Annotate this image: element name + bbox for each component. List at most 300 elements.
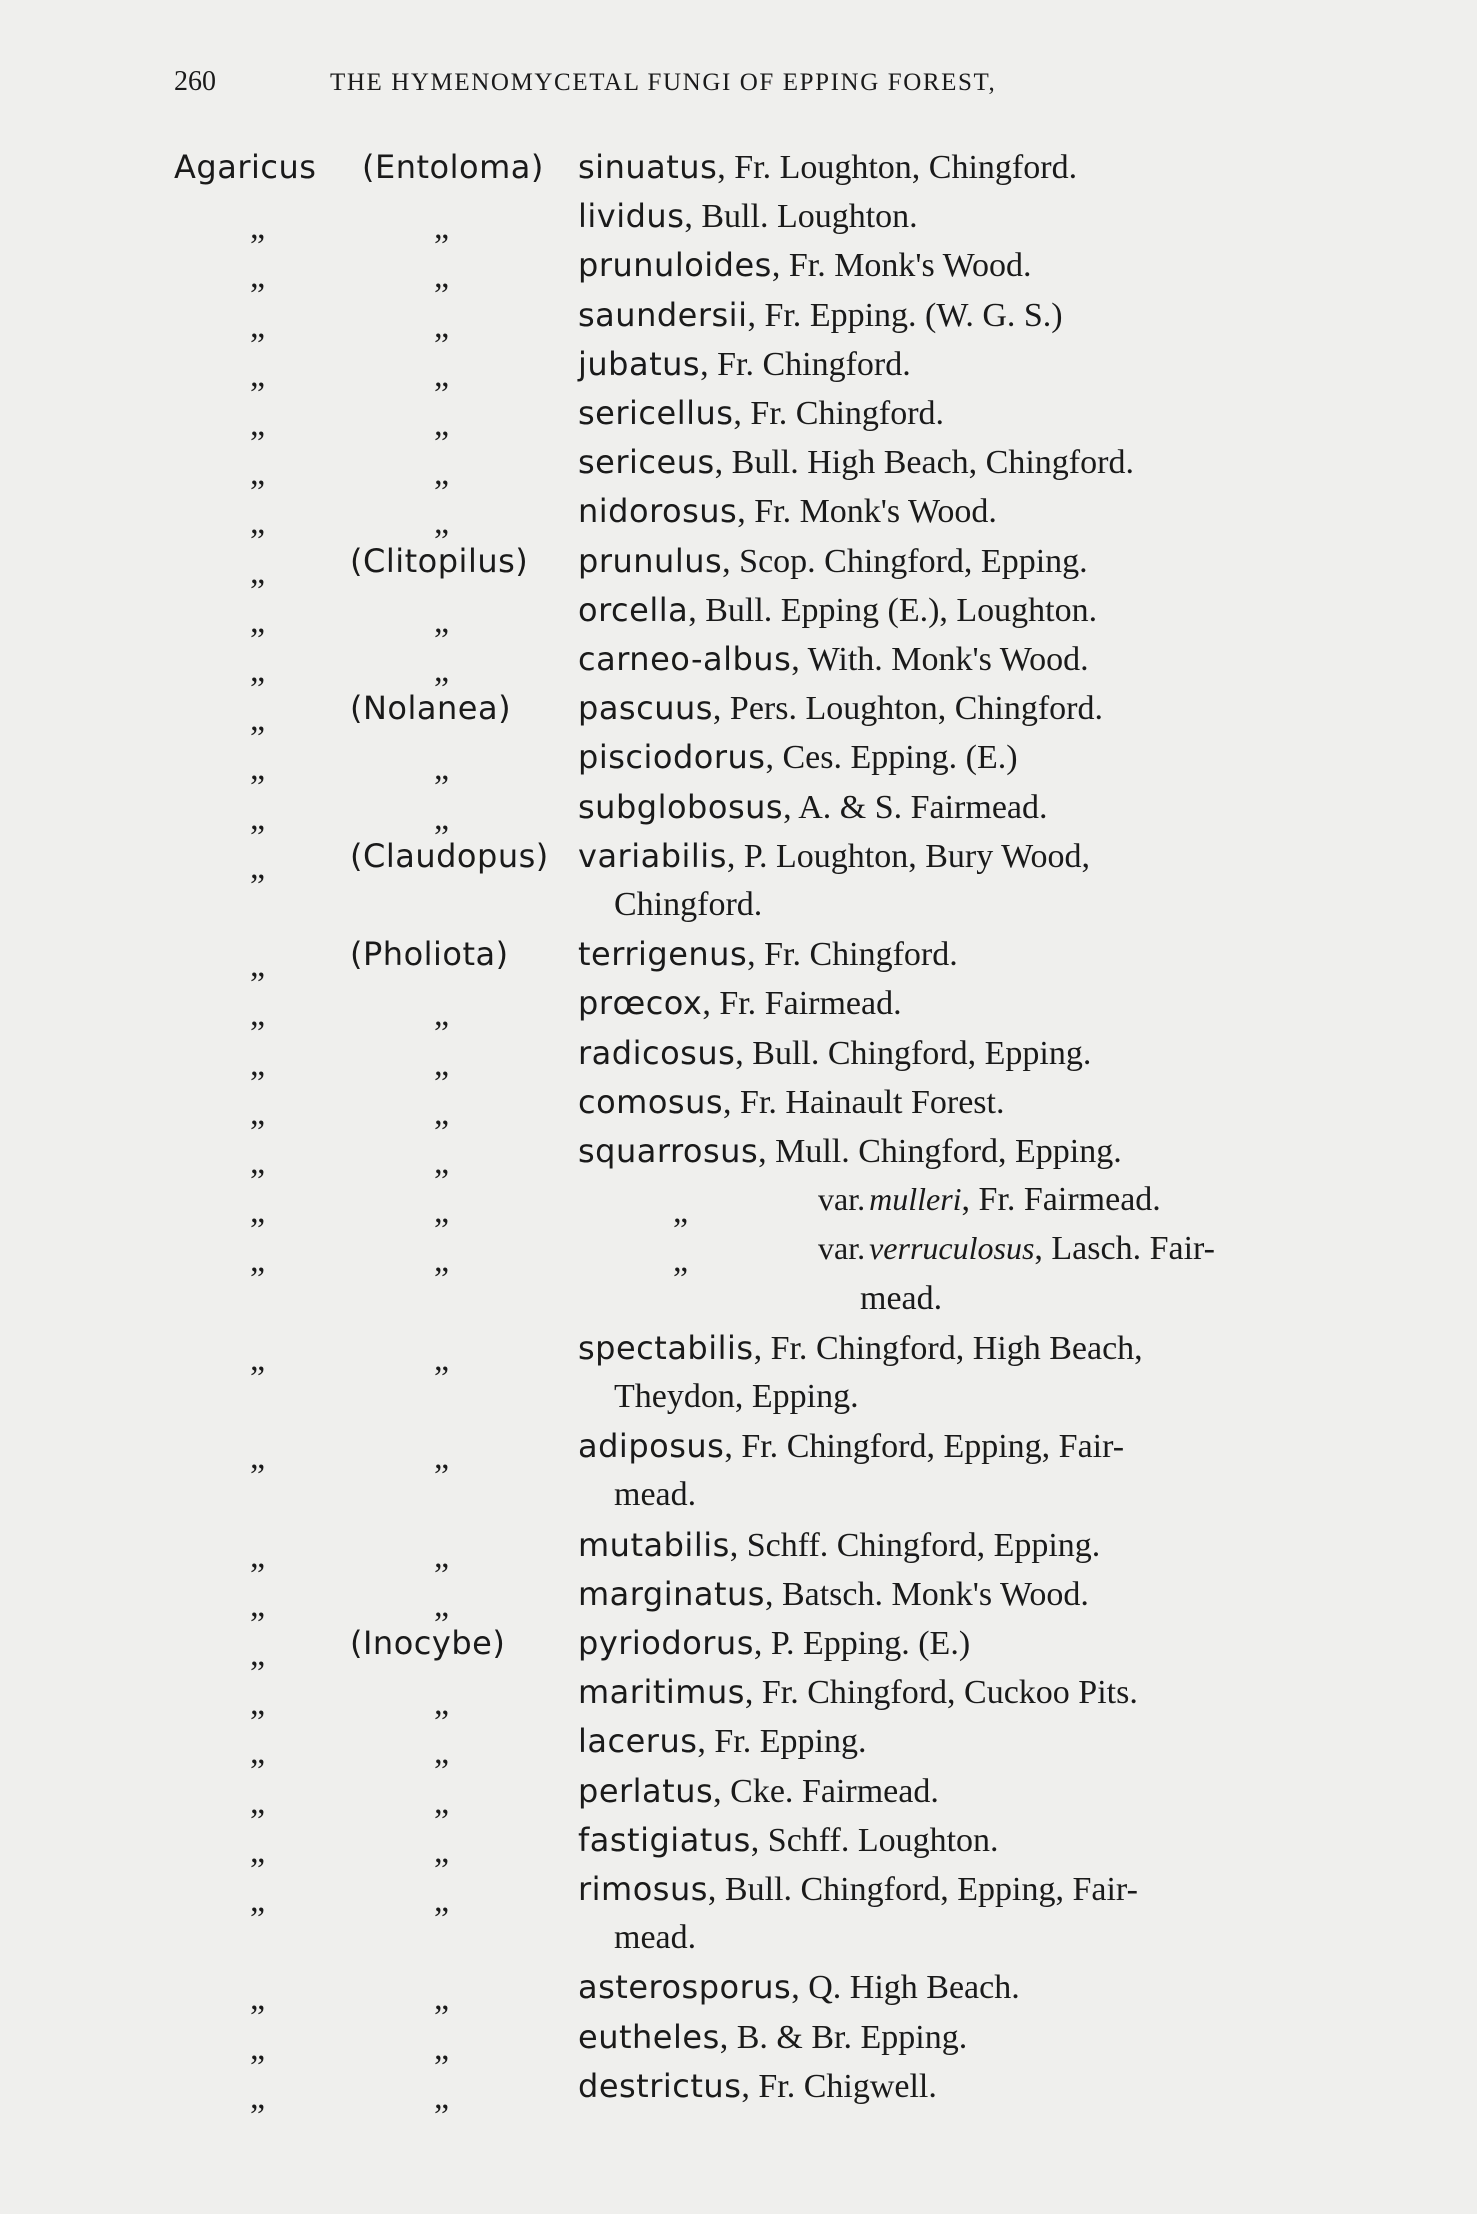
localities: Chingford.: [762, 345, 911, 383]
author: Cke.: [730, 1772, 794, 1810]
author: Fr.: [714, 1723, 752, 1761]
species-name: sericeus: [578, 443, 715, 482]
localities: Chingford, Epping.: [827, 1034, 1092, 1072]
comma: ,: [719, 2018, 737, 2056]
author: Bull.: [731, 444, 799, 482]
ditto-mark: „: [250, 1685, 266, 1723]
list-item: [0, 1772, 1477, 1820]
author: Bull.: [705, 591, 773, 629]
list-item-continuation: [0, 1280, 1477, 1328]
ditto-mark: „: [250, 1734, 266, 1772]
species-entry: [578, 1624, 970, 1663]
localities: Epping.: [759, 1723, 867, 1761]
ditto-mark: „: [434, 356, 450, 394]
species-name: orcella: [578, 590, 689, 629]
species-name: rimosus: [578, 1870, 708, 1908]
author: Fr.: [770, 1329, 808, 1367]
comma: ,: [747, 936, 765, 974]
spacer: [795, 2068, 804, 2105]
species-name: lividus: [578, 197, 685, 236]
spacer: [768, 838, 777, 875]
species-entry: [578, 443, 1134, 482]
species-entry: [578, 689, 1103, 728]
author: Fr.: [741, 1428, 779, 1466]
species-entry: [578, 1034, 1091, 1073]
ditto-mark: „: [250, 2029, 266, 2067]
spacer: [801, 297, 810, 334]
localities: Monk's Wood.: [799, 493, 997, 531]
ditto-mark: „: [250, 455, 266, 493]
author: Fr.: [754, 493, 792, 531]
list-item: [0, 345, 1477, 393]
ditto-mark: „: [250, 947, 266, 985]
list-item: [0, 1624, 1477, 1672]
list-item: [0, 443, 1477, 491]
list-item: [0, 837, 1477, 885]
spacer: [771, 149, 780, 186]
species-entry: [578, 1427, 1124, 1466]
localities: Loughton.: [776, 198, 918, 236]
species-entry: [818, 1181, 1161, 1219]
spacer: [828, 1527, 837, 1564]
ditto-mark: „: [434, 455, 450, 493]
species-name: pisciodorus: [578, 738, 766, 777]
species-name: pascuus: [578, 689, 713, 728]
ditto-mark: „: [434, 1193, 450, 1231]
ditto-mark: „: [434, 1980, 450, 2018]
localities: Epping. (W. G. S.): [809, 296, 1063, 334]
ditto-mark: „: [250, 1783, 266, 1821]
comma: ,: [726, 837, 744, 875]
ditto-mark: „: [250, 1832, 266, 1870]
species-entry: [578, 148, 1077, 187]
spacer: [778, 1428, 787, 1465]
page-number: 260: [174, 66, 216, 97]
list-item: [0, 591, 1477, 639]
ditto-mark: „: [434, 602, 450, 640]
species-name: terrigenus: [578, 935, 748, 974]
localities: Monk's Wood.: [834, 247, 1032, 285]
species-name: subglobosus: [578, 787, 784, 826]
comma: ,: [791, 641, 808, 678]
ditto-mark: „: [434, 209, 450, 247]
comma: ,: [700, 345, 718, 383]
list-item: [0, 492, 1477, 540]
ditto-mark: „: [250, 356, 266, 394]
comma: ,: [717, 149, 735, 186]
species-entry: [578, 1673, 1138, 1712]
comma: ,: [723, 1083, 741, 1121]
author: Fr.: [761, 1674, 799, 1712]
comma: ,: [750, 1821, 768, 1859]
comma: ,: [735, 1034, 753, 1072]
species-entry: [578, 984, 902, 1023]
variety-name: mulleri: [869, 1181, 962, 1218]
species-entry: [578, 935, 958, 974]
ditto-mark: „: [434, 1340, 450, 1378]
ditto-mark: „: [250, 209, 266, 247]
species-name: nidorosus: [578, 492, 738, 531]
spacer: [807, 1330, 816, 1367]
author: Fr.: [788, 247, 826, 285]
comma: ,: [791, 1969, 809, 2007]
species-name: marginatus: [578, 1574, 765, 1613]
comma: ,: [714, 444, 732, 482]
ditto-mark: „: [250, 848, 266, 886]
species-entry: [578, 197, 918, 236]
ditto-mark: „: [250, 1045, 266, 1083]
species-name: prunulus: [578, 541, 723, 580]
ditto-mark: „: [434, 307, 450, 345]
localities: Loughton, Chingford.: [805, 690, 1103, 728]
list-item: [0, 2018, 1477, 2066]
ditto-mark: „: [250, 504, 266, 542]
comma: ,: [1034, 1230, 1052, 1268]
author: P.: [770, 1625, 795, 1662]
ditto-mark: „: [250, 406, 266, 443]
subgenus-name: (Pholiota): [350, 935, 509, 974]
subgenus-name: (Inocybe): [350, 1624, 506, 1662]
localities: Loughton.: [857, 1821, 999, 1859]
list-item: [0, 148, 1477, 196]
ditto-mark: „: [250, 1340, 266, 1378]
ditto-mark: „: [434, 1882, 450, 1919]
species-name: fastigiatus: [578, 1820, 751, 1859]
localities: Chingford.: [809, 936, 958, 974]
comma: ,: [713, 1772, 731, 1810]
spacer: [1141, 1230, 1150, 1267]
author: A. & S.: [798, 788, 903, 826]
list-item: [0, 1329, 1477, 1377]
species-name: jubatus: [578, 344, 701, 383]
localities: Hainault Forest.: [785, 1083, 1005, 1121]
ditto-mark: „: [250, 1144, 266, 1181]
species-name: prœcox: [578, 984, 703, 1023]
localities: Chingford, Epping.: [824, 542, 1088, 580]
list-item: [0, 1575, 1477, 1623]
spacer: [772, 592, 781, 629]
ditto-mark: „: [250, 1537, 266, 1575]
ditto-mark: „: [434, 406, 450, 443]
author: Lasch.: [1051, 1230, 1142, 1268]
list-item: [0, 1673, 1477, 1721]
localities: Chingford.: [795, 395, 945, 432]
species-entry: [578, 296, 1063, 335]
ditto-mark: „: [250, 1980, 266, 2018]
spacer: [826, 247, 835, 284]
species-entry: [578, 246, 1032, 285]
author: Bull.: [724, 1871, 792, 1908]
species-entry: [578, 1575, 1089, 1614]
author: Pers.: [729, 690, 797, 728]
species-name: variabilis: [578, 836, 727, 875]
ditto-mark: „: [434, 2078, 450, 2116]
species-entry: [578, 345, 911, 384]
species-name: squarrosus: [578, 1132, 759, 1170]
author: P.: [743, 837, 768, 875]
list-item: [0, 1722, 1477, 1770]
list-item: [0, 1132, 1477, 1180]
ditto-mark: „: [434, 1045, 450, 1083]
localities-continuation: mead.: [614, 1919, 697, 1957]
ditto-mark: „: [434, 1537, 450, 1575]
ditto-mark: „: [250, 1882, 266, 1919]
species-name: radicosus: [578, 1033, 736, 1072]
list-item: [0, 296, 1477, 344]
ditto-mark: „: [250, 701, 266, 739]
ditto-mark: „: [250, 996, 266, 1034]
species-entry: [578, 1968, 1020, 2007]
list-item: [0, 197, 1477, 245]
species-entry: [578, 738, 1018, 777]
author: Mull.: [775, 1133, 850, 1170]
localities: Chingford, Cuckoo Pits.: [807, 1674, 1138, 1712]
spacer: [902, 789, 911, 826]
localities: Chingford, Epping, Fair-: [800, 1871, 1138, 1908]
species-entry: [578, 1821, 999, 1860]
species-name: comosus: [578, 1082, 724, 1121]
localities: Chingford, High Beach,: [815, 1329, 1143, 1367]
species-name: mutabilis: [578, 1525, 730, 1564]
species-name: eutheles: [578, 2017, 720, 2056]
ditto-mark: „: [434, 2029, 450, 2067]
ditto-mark: „: [250, 307, 266, 345]
spacer: [816, 543, 825, 580]
comma: ,: [729, 1526, 747, 1564]
list-item: [0, 1230, 1477, 1278]
author: Fr.: [764, 296, 802, 334]
spacer: [795, 1625, 804, 1662]
list-item: [0, 984, 1477, 1032]
species-entry: [578, 2018, 967, 2057]
list-item: [0, 1821, 1477, 1869]
variety-label: var.: [818, 1181, 866, 1218]
ditto-mark: „: [250, 2078, 266, 2116]
list-item: [0, 1034, 1477, 1082]
comma: ,: [722, 542, 740, 580]
comma: ,: [712, 690, 730, 728]
ditto-mark: „: [250, 652, 266, 689]
ditto-mark: „: [434, 1144, 450, 1181]
comma: ,: [684, 198, 702, 236]
list-item-continuation: [0, 1919, 1477, 1967]
localities: Chingford, Epping.: [858, 1133, 1122, 1170]
running-title: THE HYMENOMYCETAL FUNGI OF EPPING FOREST,: [330, 69, 997, 96]
species-entry: [578, 640, 1089, 679]
species-name: pyriodorus: [578, 1624, 754, 1662]
comma: ,: [961, 1181, 979, 1219]
species-name: asterosporus: [578, 1968, 792, 2007]
author: Scop.: [739, 542, 816, 580]
author: Fr.: [758, 2067, 796, 2105]
localities: Fairmead.: [764, 985, 902, 1023]
ditto-mark: „: [434, 1685, 450, 1723]
ditto-mark: „: [250, 1439, 266, 1477]
species-name: sinuatus: [578, 148, 718, 186]
variety-name: verruculosus: [869, 1230, 1035, 1267]
species-entry: [578, 591, 1097, 630]
localities: Loughton, Chingford.: [779, 149, 1078, 186]
spacer: [768, 198, 777, 235]
ditto-mark: „: [250, 553, 266, 591]
localities: Epping. (E.): [803, 1625, 971, 1662]
species-entry: [578, 1329, 1143, 1368]
author: Fr.: [978, 1181, 1016, 1219]
ditto-mark: „: [250, 258, 266, 296]
list-item: [0, 935, 1477, 983]
ditto-mark: „: [434, 1783, 450, 1821]
localities: High Beach, Chingford.: [807, 444, 1134, 482]
genus-name: Agaricus: [174, 148, 317, 186]
localities: Monk's Wood.: [891, 1575, 1089, 1613]
spacer: [883, 1576, 892, 1613]
species-entry: [578, 1870, 1138, 1909]
species-entry: [578, 1083, 1004, 1122]
comma: ,: [737, 493, 755, 531]
author: Bull.: [701, 198, 769, 236]
ditto-mark: „: [434, 1734, 450, 1772]
spacer: [799, 444, 808, 481]
localities: Fairmead.: [801, 1772, 939, 1810]
list-item: [0, 1968, 1477, 2016]
ditto-mark: „: [250, 1094, 266, 1132]
ditto-mark: „: [250, 1586, 266, 1624]
species-name: adiposus: [578, 1427, 725, 1466]
species-name: lacerus: [578, 1722, 698, 1761]
localities: High Beach.: [849, 1969, 1020, 2007]
comma: ,: [764, 1575, 782, 1613]
author: Schff.: [767, 1821, 850, 1859]
author: B. & Br.: [736, 2018, 852, 2056]
list-item: [0, 394, 1477, 442]
ditto-mark: „: [434, 1094, 450, 1132]
species-name: sericellus: [578, 394, 734, 432]
list-item: [0, 1427, 1477, 1475]
spacer: [756, 985, 765, 1022]
variety-label: var.: [818, 1230, 866, 1267]
species-entry: [578, 1526, 1100, 1565]
spacer: [883, 641, 892, 678]
ditto-mark: „: [434, 996, 450, 1034]
author: Fr.: [740, 1083, 777, 1121]
localities-continuation: Chingford.: [614, 886, 763, 923]
comma: ,: [707, 1871, 725, 1908]
species-name: perlatus: [578, 1771, 714, 1810]
species-entry: [578, 2067, 937, 2106]
spacer: [849, 1822, 858, 1859]
species-entry: [578, 394, 944, 433]
spacer: [751, 1723, 760, 1760]
list-item: [0, 1083, 1477, 1131]
localities: Chigwell.: [803, 2067, 937, 2105]
comma: ,: [741, 2067, 759, 2105]
author: Schff.: [746, 1526, 829, 1564]
ditto-mark: „: [434, 258, 450, 296]
list-item: [0, 542, 1477, 590]
ditto-mark: „: [434, 1832, 450, 1870]
list-item: [0, 1870, 1477, 1918]
author: With.: [807, 641, 883, 678]
ditto-mark: „: [434, 750, 450, 788]
ditto-mark: „: [434, 799, 450, 837]
localities: Fair-: [1149, 1230, 1216, 1268]
species-name: spectabilis: [578, 1328, 754, 1367]
author: Bull.: [752, 1034, 820, 1072]
ditto-mark: „: [434, 1439, 450, 1477]
localities: Chingford, Epping.: [836, 1526, 1101, 1564]
spacer: [1015, 1181, 1024, 1218]
author: Q.: [808, 1969, 842, 2007]
list-item: [0, 1181, 1477, 1229]
species-entry: [578, 492, 997, 531]
localities: Epping. (E.): [850, 739, 1018, 777]
species-name: maritimus: [578, 1673, 745, 1712]
comma: ,: [765, 739, 783, 777]
spacer: [791, 493, 800, 530]
list-item: [0, 738, 1477, 786]
list-item-continuation: [0, 886, 1477, 934]
localities-continuation: mead.: [860, 1279, 943, 1317]
localities-continuation: Theydon, Epping.: [614, 1378, 859, 1415]
author: Fr.: [717, 345, 754, 383]
localities: Fairmead.: [910, 788, 1048, 826]
ditto-mark: „: [434, 504, 450, 542]
species-entry: [578, 1132, 1122, 1171]
comma: ,: [733, 395, 751, 432]
list-item: [0, 1526, 1477, 1574]
ditto-mark: „: [250, 1193, 266, 1231]
ditto-mark: „: [250, 799, 266, 837]
ditto-mark: „: [250, 750, 266, 788]
comma: ,: [697, 1723, 715, 1761]
author: Fr.: [750, 395, 788, 432]
ditto-mark: „: [434, 1242, 450, 1280]
spacer: [793, 1773, 802, 1810]
localities-continuation: mead.: [614, 1476, 697, 1514]
species-name: saundersii: [578, 295, 748, 334]
ditto-mark: „: [434, 652, 450, 689]
species-name: carneo-albus: [578, 640, 792, 678]
spacer: [841, 1969, 850, 2006]
subgenus-name: (Clitopilus): [350, 541, 529, 580]
species-entry: [578, 837, 1090, 876]
localities: Loughton, Bury Wood,: [776, 837, 1090, 875]
list-item: [0, 788, 1477, 836]
ditto-mark: „: [250, 1636, 266, 1673]
spacer: [792, 1871, 801, 1908]
list-item-continuation: [0, 1476, 1477, 1524]
author: Fr.: [764, 936, 801, 974]
list-item: [0, 640, 1477, 688]
species-name: prunuloides: [578, 246, 772, 285]
list-item: [0, 246, 1477, 294]
comma: ,: [753, 1625, 771, 1662]
ditto-mark: „: [673, 1193, 689, 1231]
spacer: [799, 1674, 808, 1711]
localities: Chingford, Epping, Fair-: [786, 1428, 1125, 1466]
subgenus-name: (Nolanea): [350, 689, 512, 728]
author: Fr.: [734, 149, 772, 186]
comma: ,: [783, 788, 799, 826]
ditto-mark: „: [250, 1242, 266, 1280]
subgenus-name: (Claudopus): [350, 836, 549, 875]
list-item: [0, 689, 1477, 737]
localities: Epping (E.), Loughton.: [780, 591, 1098, 629]
author: Batsch.: [781, 1575, 884, 1613]
ditto-mark: „: [250, 602, 266, 640]
species-name: destrictus: [578, 2066, 742, 2105]
spacer: [819, 1035, 828, 1072]
